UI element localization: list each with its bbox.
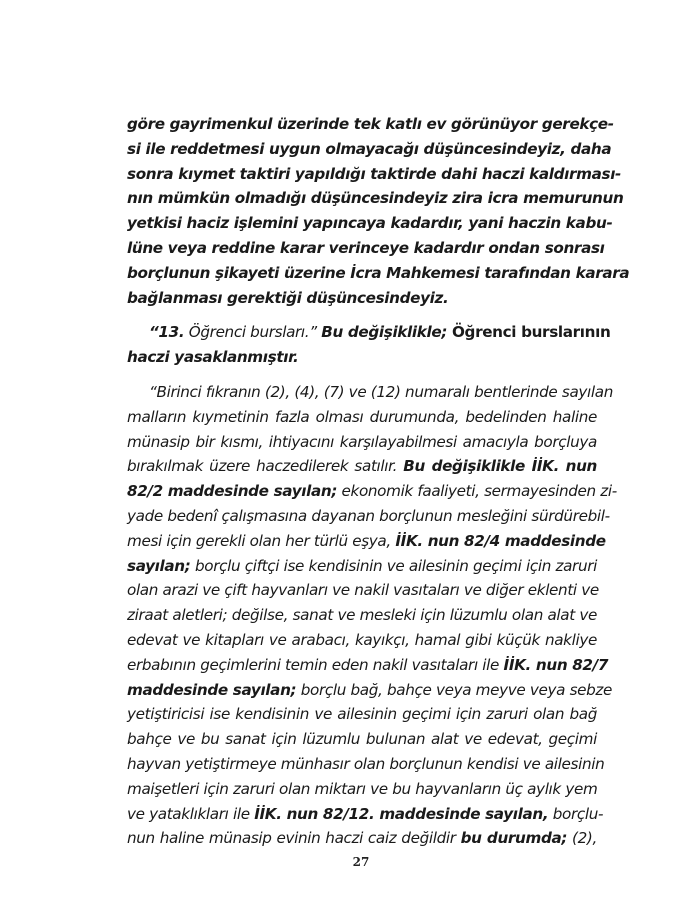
emphasis-text: 82/2 maddesinde sayılan; <box>127 482 338 501</box>
text-line <box>127 479 617 504</box>
emphasis-text: Bu değişiklikle; <box>321 323 452 342</box>
text-line: lüne veya reddine karar verinceye kadardır ondan sonrası <box>127 238 605 257</box>
text-line <box>127 454 597 479</box>
emphasis-text: İİK. nun 82/7 <box>503 655 609 674</box>
emphasis-text: Bu değişiklikle İİK. nun <box>403 457 597 476</box>
text-line: malların kıymetinin fazla olması durumunda, bedelinden haline <box>127 407 597 426</box>
text-span: bırakılmak üzere haczedilerek satılır. <box>127 457 404 476</box>
text-line: “Birinci fıkranın (2), (4), (7) ve (12) numaralı bentlerinde sayılan <box>149 382 614 401</box>
text-span: borçlu çiftçi ise kendisinin ve ailesinin geçimi için zaruri <box>190 556 597 575</box>
text-line: maişetleri için zaruri olan miktarı ve bu hayvanların üç aylık yem <box>127 779 598 798</box>
text-line: hayvan yetiştirmeye münhasır olan borçlunun kendisi ve ailesinin <box>127 754 605 773</box>
text-line <box>127 826 597 851</box>
emphasis-text: maddesinde sayılan; <box>127 680 297 699</box>
text-line: edevat ve kitapları ve arabacı, kayıkçı, hamal gibi küçük nakliye <box>127 630 597 649</box>
text-line: si ile reddetmesi uygun olmayacağı düşüncesindeyiz, daha <box>127 139 612 158</box>
emphasis-text: sayılan; <box>127 556 191 575</box>
text-line: olan arazi ve çift hayvanları ve nakil vasıtaları ve diğer eklenti ve <box>127 581 599 600</box>
text-line: yade bedenî çalışmasına dayanan borçlunun mesleğini sürdürebil- <box>127 506 610 525</box>
text-line: haczi yasaklanmıştır. <box>127 348 299 367</box>
text-line: bağlanması gerektiği düşüncesindeyiz. <box>127 288 449 307</box>
text-line: sonra kıymet taktiri yapıldığı taktirde dahi haczi kaldırması- <box>127 164 622 183</box>
text-span: erbabının geçimlerini temin eden nakil vasıtaları ile <box>127 655 504 674</box>
paragraph-gap <box>127 310 597 320</box>
text-line: göre gayrimenkul üzerinde tek katlı ev görünüyor gerekçe- <box>127 115 614 133</box>
paragraph-quoted-law <box>127 380 617 851</box>
text-span: mesi için gerekli olan her türlü eşya, <box>127 531 396 550</box>
text-span: nun haline münasip evinin haczi caiz değildir <box>127 829 461 848</box>
emphasis-text: İİK. nun 82/4 maddesinde <box>395 531 606 550</box>
text-line: nın mümkün olmadığı düşüncesindeyiz zira icra memurunun <box>127 189 624 208</box>
page-number: 27 <box>352 855 370 869</box>
emphasis-text: Öğrenci burslarının <box>451 323 611 342</box>
text-line: yetkisi haciz işlemini yapıncaya kadardır, yani haczin kabu- <box>127 214 613 233</box>
text-span: ekonomik faaliyeti, sermayesinden zi- <box>337 482 617 501</box>
paragraph-opinion <box>127 112 630 310</box>
text-line: ziraat aletleri; değilse, sanat ve mesleki için lüzumlu olan alat ve <box>127 606 597 625</box>
text-span: borçlu- <box>548 804 604 823</box>
text-line: borçlunun şikayeti üzerine İcra Mahkemesi tarafından karara <box>127 263 630 282</box>
text-span: ve yataklıkları ile <box>127 804 255 823</box>
text-span: (2), <box>567 829 597 848</box>
item-number: “13. <box>149 323 185 342</box>
text-span: borçlu bağ, bahçe veya meyve veya sebze <box>296 680 613 699</box>
paragraph-student-scholarships <box>127 320 611 370</box>
text-line <box>127 529 606 554</box>
item-title: Öğrenci bursları.” <box>184 323 322 342</box>
paragraph-gap <box>127 370 597 380</box>
book-page-body <box>127 112 630 851</box>
emphasis-text: bu durumda; <box>460 829 568 848</box>
text-line: münasip bir kısmı, ihtiyacını karşılayabilmesi amacıyla borçluya <box>127 432 597 451</box>
emphasis-text: İİK. nun 82/12. maddesinde sayılan, <box>254 804 549 823</box>
text-line <box>127 802 604 827</box>
text-line <box>127 653 609 678</box>
text-line: yetiştiricisi ise kendisinin ve ailesinin geçimi için zaruri olan bağ <box>127 705 597 724</box>
text-line <box>127 554 597 579</box>
text-line: bahçe ve bu sanat için lüzumlu bulunan alat ve edevat, geçimi <box>127 730 597 749</box>
text-line <box>127 320 611 345</box>
text-line <box>127 678 613 703</box>
